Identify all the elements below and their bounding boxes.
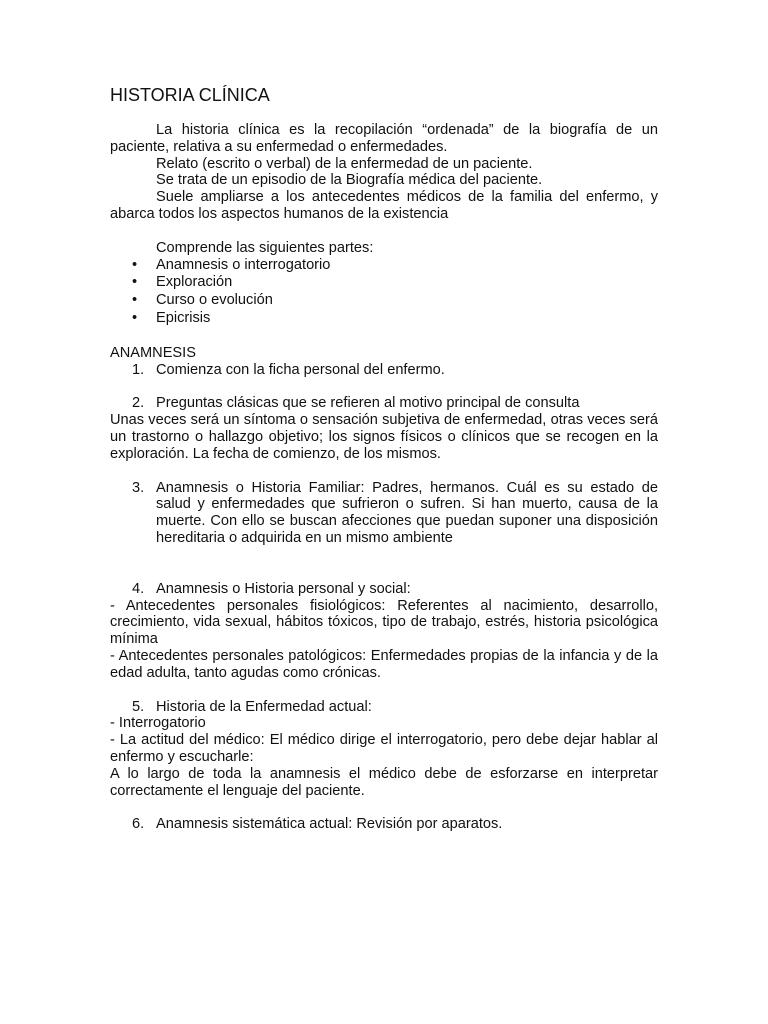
numbered-item: 4. Anamnesis o Historia personal y social: <box>132 580 411 597</box>
parts-heading: Comprende las siguientes partes: <box>156 239 374 256</box>
paragraph: - La actitud del médico: El médico dirige el interrogatorio, pero debe dejar hablar al enfermo y escucharle: <box>110 732 658 765</box>
intro-line: Se trata de un episodio de la Biografía médica del paciente. <box>156 172 543 189</box>
bullet-icon: • <box>132 292 138 309</box>
numbered-item: 6. Anamnesis sistemática actual: Revisión por aparatos. <box>132 816 503 833</box>
numbered-item: 1. Comienza con la ficha personal del enfermo. <box>132 361 445 378</box>
numbered-item: 2. Preguntas clásicas que se refieren al motivo principal de consulta <box>132 395 580 412</box>
list-item: • Exploración <box>132 274 233 291</box>
paragraph: Unas veces será un síntoma o sensación subjetiva de enfermedad, otras veces será un trastorno o hallazgo objetivo; los signos físicos o clínicos que se recogen en la exploración. La fecha de comienzo, de los mismos. <box>110 412 658 462</box>
paragraph: - Interrogatorio <box>110 715 206 732</box>
bullet-icon: • <box>132 274 138 291</box>
intro-paragraph: La historia clínica es la recopilación “ordenada” de la biografía de un paciente, relativa a su enfermedad o enfermedades. <box>110 122 658 155</box>
numbered-item: 3. Anamnesis o Historia Familiar: Padres, hermanos. Cuál es su estado de salud y enfermedades que sufrieron o sufren. Si han muerto, causa de la muerte. Con ello se buscan afecciones que puedan suponer una disposición hereditaria o adquirida en un mismo ambiente <box>132 479 658 546</box>
intro-line: Relato (escrito o verbal) de la enfermedad de un paciente. <box>156 155 533 172</box>
paragraph: - Antecedentes personales patológicos: Enfermedades propias de la infancia y de la edad adulta, tanto agudas como crónicas. <box>110 647 658 681</box>
list-item: • Curso o evolución <box>132 292 273 309</box>
intro-paragraph: Suele ampliarse a los antecedentes médicos de la familia del enfermo, y abarca todos los aspectos humanos de la existencia <box>110 189 658 222</box>
parts-list <box>110 257 658 328</box>
paragraph: - Antecedentes personales fisiológicos: Referentes al nacimiento, desarrollo, crecimiento, vida sexual, hábitos tóxicos, tipo de trabajo, estrés, historia psicológica mínima <box>110 597 658 648</box>
list-item: • Epicrisis <box>132 309 211 326</box>
document-page <box>110 84 658 833</box>
document-title: HISTORIA CLÍNICA <box>110 85 270 105</box>
numbered-item: 5. Historia de la Enfermedad actual: <box>132 698 372 715</box>
section-heading: ANAMNESIS <box>110 344 196 361</box>
list-item: • Anamnesis o interrogatorio <box>132 256 331 273</box>
bullet-icon: • <box>132 256 138 273</box>
bullet-icon: • <box>132 309 138 326</box>
paragraph: A lo largo de toda la anamnesis el médico debe de esforzarse en interpretar correctamente el lenguaje del paciente. <box>110 765 658 799</box>
